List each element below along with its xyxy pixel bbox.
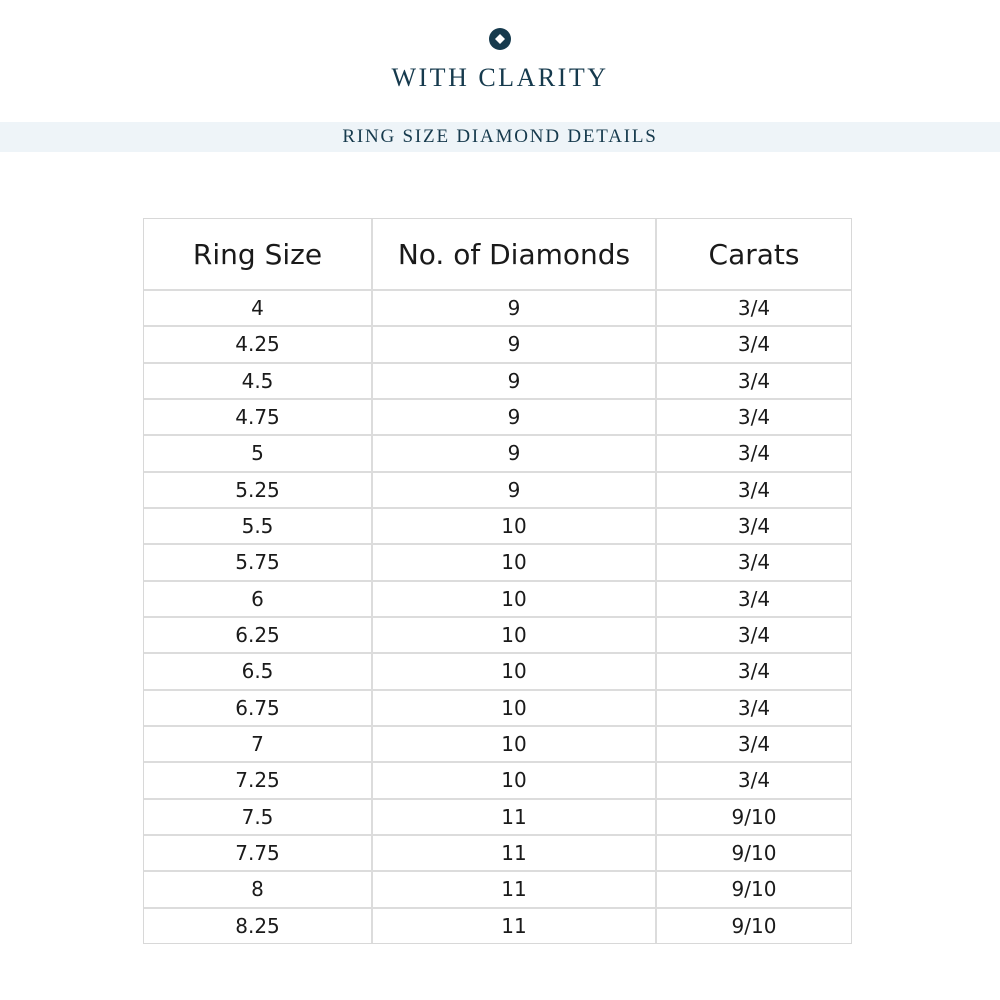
carats-cell: 3/4 (656, 690, 851, 726)
diamond-count-cell: 11 (372, 799, 656, 835)
carats-cell: 3/4 (656, 399, 851, 435)
carats-cell: 3/4 (656, 726, 851, 762)
ring-size-cell: 7.75 (144, 835, 372, 871)
ring-size-cell: 4.5 (144, 363, 372, 399)
diamond-count-cell: 10 (372, 544, 656, 580)
ring-size-cell: 7.5 (144, 799, 372, 835)
carats-cell: 3/4 (656, 508, 851, 544)
carats-cell: 3/4 (656, 435, 851, 471)
diamond-count-cell: 11 (372, 908, 656, 943)
table-row (144, 835, 851, 871)
diamond-count-cell: 10 (372, 653, 656, 689)
table-row (144, 544, 851, 580)
diamond-count-cell: 9 (372, 472, 656, 508)
ring-size-cell: 6.75 (144, 690, 372, 726)
ring-size-cell: 6 (144, 581, 372, 617)
ring-size-cell: 4.25 (144, 326, 372, 362)
ring-size-cell: 6.5 (144, 653, 372, 689)
carats-cell: 3/4 (656, 363, 851, 399)
carats-cell: 3/4 (656, 617, 851, 653)
carats-cell: 3/4 (656, 472, 851, 508)
table-row (144, 435, 851, 471)
table-body (144, 290, 851, 943)
header-ring-size: Ring Size (144, 219, 372, 290)
table-row (144, 871, 851, 907)
table-row (144, 508, 851, 544)
table-row (144, 690, 851, 726)
carats-cell: 3/4 (656, 762, 851, 798)
table-row (144, 399, 851, 435)
header-carats: Carats (656, 219, 851, 290)
table-row (144, 726, 851, 762)
table-row (144, 799, 851, 835)
ring-size-cell: 5.75 (144, 544, 372, 580)
table-row (144, 363, 851, 399)
carats-cell: 9/10 (656, 799, 851, 835)
ring-size-cell: 5.25 (144, 472, 372, 508)
page-title: RING SIZE DIAMOND DETAILS (342, 126, 658, 147)
carats-cell: 9/10 (656, 871, 851, 907)
ring-size-cell: 7.25 (144, 762, 372, 798)
ring-size-cell: 6.25 (144, 617, 372, 653)
diamond-count-cell: 10 (372, 726, 656, 762)
table-row (144, 326, 851, 362)
diamond-count-cell: 10 (372, 617, 656, 653)
table-row (144, 617, 851, 653)
carats-cell: 3/4 (656, 290, 851, 326)
diamond-count-cell: 10 (372, 690, 656, 726)
data-table (144, 219, 851, 943)
ring-size-cell: 4.75 (144, 399, 372, 435)
ring-size-cell: 8.25 (144, 908, 372, 943)
diamond-count-cell: 11 (372, 871, 656, 907)
table-row (144, 908, 851, 943)
diamond-count-cell: 9 (372, 326, 656, 362)
ring-size-cell: 5.5 (144, 508, 372, 544)
title-banner (0, 122, 1000, 152)
diamond-count-cell: 9 (372, 435, 656, 471)
carats-cell: 3/4 (656, 581, 851, 617)
table-row (144, 581, 851, 617)
table-row (144, 290, 851, 326)
ring-size-cell: 7 (144, 726, 372, 762)
diamond-count-cell: 10 (372, 508, 656, 544)
table-row (144, 653, 851, 689)
ring-size-cell: 5 (144, 435, 372, 471)
table-row (144, 472, 851, 508)
diamond-count-cell: 9 (372, 290, 656, 326)
diamond-count-cell: 10 (372, 581, 656, 617)
diamond-count-cell: 9 (372, 363, 656, 399)
diamond-count-cell: 9 (372, 399, 656, 435)
brand-name: WITH CLARITY (391, 63, 609, 92)
carats-cell: 3/4 (656, 653, 851, 689)
diamond-count-cell: 11 (372, 835, 656, 871)
header-no-of-diamonds: No. of Diamonds (372, 219, 656, 290)
table-header-row (144, 219, 851, 290)
carats-cell: 3/4 (656, 544, 851, 580)
ring-size-table (143, 218, 852, 944)
ring-size-cell: 4 (144, 290, 372, 326)
diamond-count-cell: 10 (372, 762, 656, 798)
carats-cell: 9/10 (731, 913, 777, 938)
ring-size-cell: 8 (144, 871, 372, 907)
carats-cell: 9/10 (656, 835, 851, 871)
carats-cell: 3/4 (656, 326, 851, 362)
diamond-in-circle-icon (489, 28, 511, 50)
table-row (144, 762, 851, 798)
